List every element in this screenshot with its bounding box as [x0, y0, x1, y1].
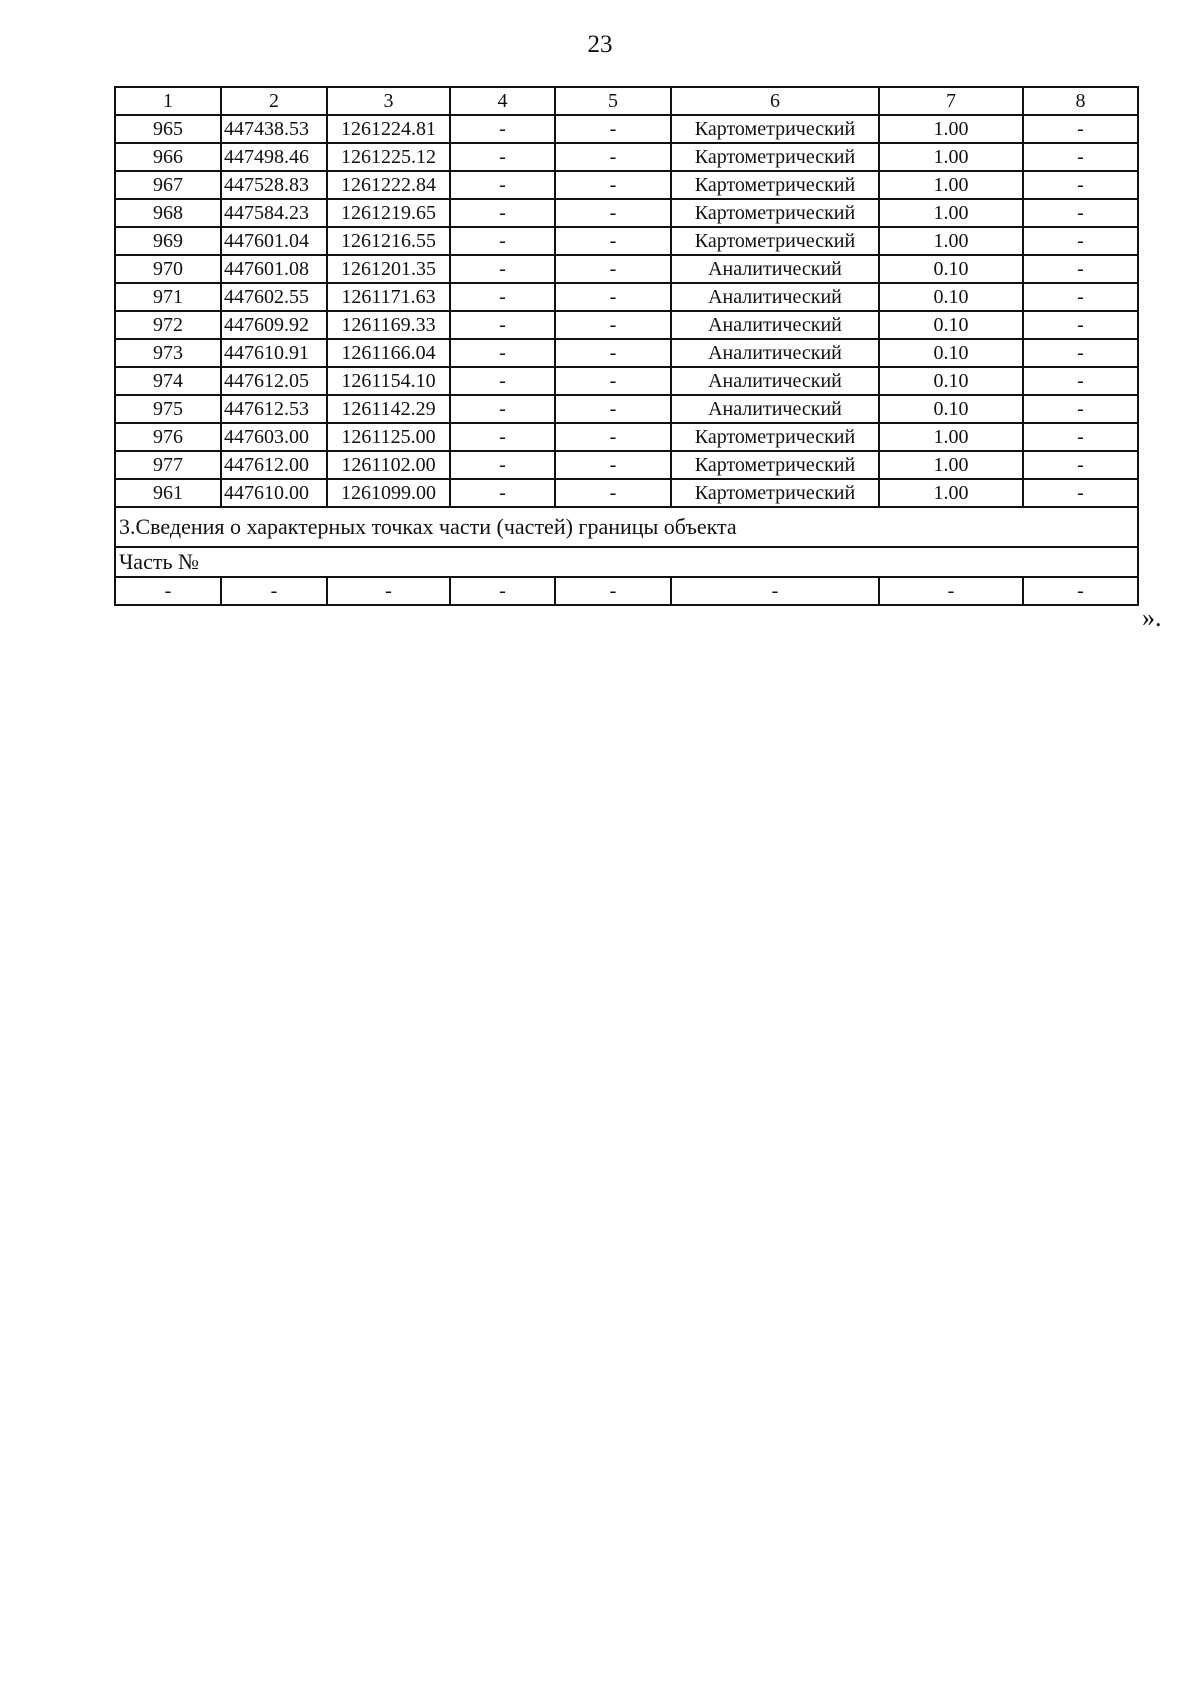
coordinates-table	[114, 86, 1139, 606]
table-cell-col-2: 447603.00	[221, 423, 327, 451]
table-cell-col-5: -	[555, 171, 671, 199]
table-cell-col-1: 971	[115, 283, 221, 311]
table-cell-col-8: -	[1023, 395, 1138, 423]
table-cell-col-3: 1261166.04	[327, 339, 450, 367]
table-row	[115, 171, 1138, 199]
closing-quote-mark: ».	[1142, 603, 1162, 632]
header-cell: 2	[221, 87, 327, 115]
table-cell-col-7: 1.00	[879, 423, 1023, 451]
table-cell-col-2: 447528.83	[221, 171, 327, 199]
table-cell-col-7: 1.00	[879, 479, 1023, 507]
table-cell-col-6: Аналитический	[671, 395, 879, 423]
table-cell-col-2: 447610.91	[221, 339, 327, 367]
table-cell-col-8: -	[1023, 171, 1138, 199]
table-cell-col-5: -	[555, 311, 671, 339]
table-cell-col-1: 975	[115, 395, 221, 423]
part-label-row	[115, 547, 1138, 577]
table-cell-col-1: 969	[115, 227, 221, 255]
table-cell-col-6: Картометрический	[671, 479, 879, 507]
table-cell-col-1: 973	[115, 339, 221, 367]
table-cell-col-8: -	[1023, 199, 1138, 227]
table-row	[115, 423, 1138, 451]
table-cell-col-7: 1.00	[879, 451, 1023, 479]
table-cell-col-7: 0.10	[879, 283, 1023, 311]
table-cell-col-2: 447610.00	[221, 479, 327, 507]
table-cell-col-3: 1261219.65	[327, 199, 450, 227]
table-body	[115, 87, 1138, 605]
table-cell-col-5: -	[555, 479, 671, 507]
table-cell-col-3: 1261142.29	[327, 395, 450, 423]
table-cell-col-3: 1261224.81	[327, 115, 450, 143]
table-cell-col-3: 1261201.35	[327, 255, 450, 283]
table-cell-col-5: -	[555, 115, 671, 143]
coordinates-table-container	[114, 86, 1137, 606]
table-cell-col-2: 447609.92	[221, 311, 327, 339]
table-cell-col-7: 1.00	[879, 227, 1023, 255]
part-label: Часть №	[115, 547, 1138, 577]
table-cell-col-2: 447602.55	[221, 283, 327, 311]
table-cell-col-2: 447498.46	[221, 143, 327, 171]
table-cell-col-6: Картометрический	[671, 171, 879, 199]
table-cell-col-6: Картометрический	[671, 199, 879, 227]
page-number: 23	[587, 31, 613, 58]
table-cell-col-5: -	[555, 199, 671, 227]
table-cell-col-5: -	[555, 423, 671, 451]
table-cell-col-3: 1261169.33	[327, 311, 450, 339]
table-cell-col-7: 1.00	[879, 115, 1023, 143]
empty-cell: -	[115, 577, 221, 605]
table-row	[115, 367, 1138, 395]
table-cell-col-8: -	[1023, 227, 1138, 255]
table-cell-col-4: -	[450, 283, 555, 311]
table-cell-col-2: 447612.53	[221, 395, 327, 423]
table-row	[115, 283, 1138, 311]
table-cell-col-5: -	[555, 367, 671, 395]
table-cell-col-3: 1261171.63	[327, 283, 450, 311]
table-row	[115, 311, 1138, 339]
table-cell-col-1: 966	[115, 143, 221, 171]
table-cell-col-7: 0.10	[879, 395, 1023, 423]
table-row	[115, 199, 1138, 227]
table-cell-col-4: -	[450, 143, 555, 171]
empty-cell: -	[221, 577, 327, 605]
table-cell-col-8: -	[1023, 283, 1138, 311]
table-cell-col-4: -	[450, 227, 555, 255]
table-cell-col-2: 447601.08	[221, 255, 327, 283]
table-row	[115, 227, 1138, 255]
table-cell-col-4: -	[450, 395, 555, 423]
table-cell-col-1: 974	[115, 367, 221, 395]
table-cell-col-1: 965	[115, 115, 221, 143]
table-cell-col-3: 1261222.84	[327, 171, 450, 199]
table-cell-col-6: Картометрический	[671, 227, 879, 255]
table-row	[115, 451, 1138, 479]
table-cell-col-5: -	[555, 451, 671, 479]
table-row	[115, 479, 1138, 507]
table-cell-col-7: 0.10	[879, 311, 1023, 339]
header-cell: 3	[327, 87, 450, 115]
table-cell-col-3: 1261225.12	[327, 143, 450, 171]
table-cell-col-4: -	[450, 255, 555, 283]
empty-cell: -	[671, 577, 879, 605]
table-cell-col-7: 0.10	[879, 367, 1023, 395]
table-row	[115, 143, 1138, 171]
table-row	[115, 255, 1138, 283]
empty-cell: -	[879, 577, 1023, 605]
table-cell-col-4: -	[450, 311, 555, 339]
table-cell-col-5: -	[555, 339, 671, 367]
table-cell-col-7: 0.10	[879, 339, 1023, 367]
header-cell: 7	[879, 87, 1023, 115]
table-cell-col-8: -	[1023, 451, 1138, 479]
empty-cell: -	[1023, 577, 1138, 605]
table-row	[115, 395, 1138, 423]
table-cell-col-2: 447612.00	[221, 451, 327, 479]
table-cell-col-6: Аналитический	[671, 283, 879, 311]
table-cell-col-1: 961	[115, 479, 221, 507]
table-cell-col-3: 1261099.00	[327, 479, 450, 507]
table-cell-col-5: -	[555, 283, 671, 311]
table-cell-col-5: -	[555, 255, 671, 283]
table-cell-col-1: 967	[115, 171, 221, 199]
header-cell: 4	[450, 87, 555, 115]
table-cell-col-6: Картометрический	[671, 143, 879, 171]
table-cell-col-5: -	[555, 227, 671, 255]
header-cell: 1	[115, 87, 221, 115]
table-cell-col-6: Аналитический	[671, 339, 879, 367]
table-cell-col-3: 1261102.00	[327, 451, 450, 479]
table-cell-col-7: 1.00	[879, 171, 1023, 199]
section-title: 3.Сведения о характерных точках части (частей) границы объекта	[115, 507, 1138, 547]
table-cell-col-2: 447438.53	[221, 115, 327, 143]
table-cell-col-4: -	[450, 367, 555, 395]
table-cell-col-4: -	[450, 199, 555, 227]
header-cell: 5	[555, 87, 671, 115]
empty-cell: -	[555, 577, 671, 605]
table-cell-col-4: -	[450, 479, 555, 507]
table-row	[115, 115, 1138, 143]
table-cell-col-6: Картометрический	[671, 115, 879, 143]
table-cell-col-6: Аналитический	[671, 367, 879, 395]
table-cell-col-1: 977	[115, 451, 221, 479]
table-cell-col-3: 1261154.10	[327, 367, 450, 395]
table-cell-col-6: Картометрический	[671, 423, 879, 451]
table-cell-col-2: 447584.23	[221, 199, 327, 227]
table-cell-col-2: 447612.05	[221, 367, 327, 395]
table-cell-col-8: -	[1023, 423, 1138, 451]
table-cell-col-8: -	[1023, 339, 1138, 367]
table-cell-col-1: 968	[115, 199, 221, 227]
table-cell-col-4: -	[450, 115, 555, 143]
table-cell-col-7: 0.10	[879, 255, 1023, 283]
table-cell-col-8: -	[1023, 255, 1138, 283]
table-cell-col-7: 1.00	[879, 199, 1023, 227]
section-title-row	[115, 507, 1138, 547]
table-cell-col-5: -	[555, 143, 671, 171]
header-cell: 6	[671, 87, 879, 115]
empty-cell: -	[450, 577, 555, 605]
table-cell-col-1: 970	[115, 255, 221, 283]
table-cell-col-6: Аналитический	[671, 311, 879, 339]
table-cell-col-8: -	[1023, 479, 1138, 507]
empty-cell: -	[327, 577, 450, 605]
table-cell-col-7: 1.00	[879, 143, 1023, 171]
table-cell-col-1: 976	[115, 423, 221, 451]
table-cell-col-6: Аналитический	[671, 255, 879, 283]
header-row	[115, 87, 1138, 115]
table-cell-col-4: -	[450, 339, 555, 367]
table-cell-col-4: -	[450, 171, 555, 199]
table-cell-col-1: 972	[115, 311, 221, 339]
table-cell-col-5: -	[555, 395, 671, 423]
table-row	[115, 339, 1138, 367]
table-cell-col-8: -	[1023, 115, 1138, 143]
table-cell-col-3: 1261125.00	[327, 423, 450, 451]
empty-data-row	[115, 577, 1138, 605]
table-cell-col-6: Картометрический	[671, 451, 879, 479]
table-cell-col-8: -	[1023, 143, 1138, 171]
table-cell-col-8: -	[1023, 367, 1138, 395]
table-cell-col-4: -	[450, 423, 555, 451]
header-cell: 8	[1023, 87, 1138, 115]
table-cell-col-3: 1261216.55	[327, 227, 450, 255]
table-cell-col-4: -	[450, 451, 555, 479]
table-cell-col-2: 447601.04	[221, 227, 327, 255]
table-cell-col-8: -	[1023, 311, 1138, 339]
